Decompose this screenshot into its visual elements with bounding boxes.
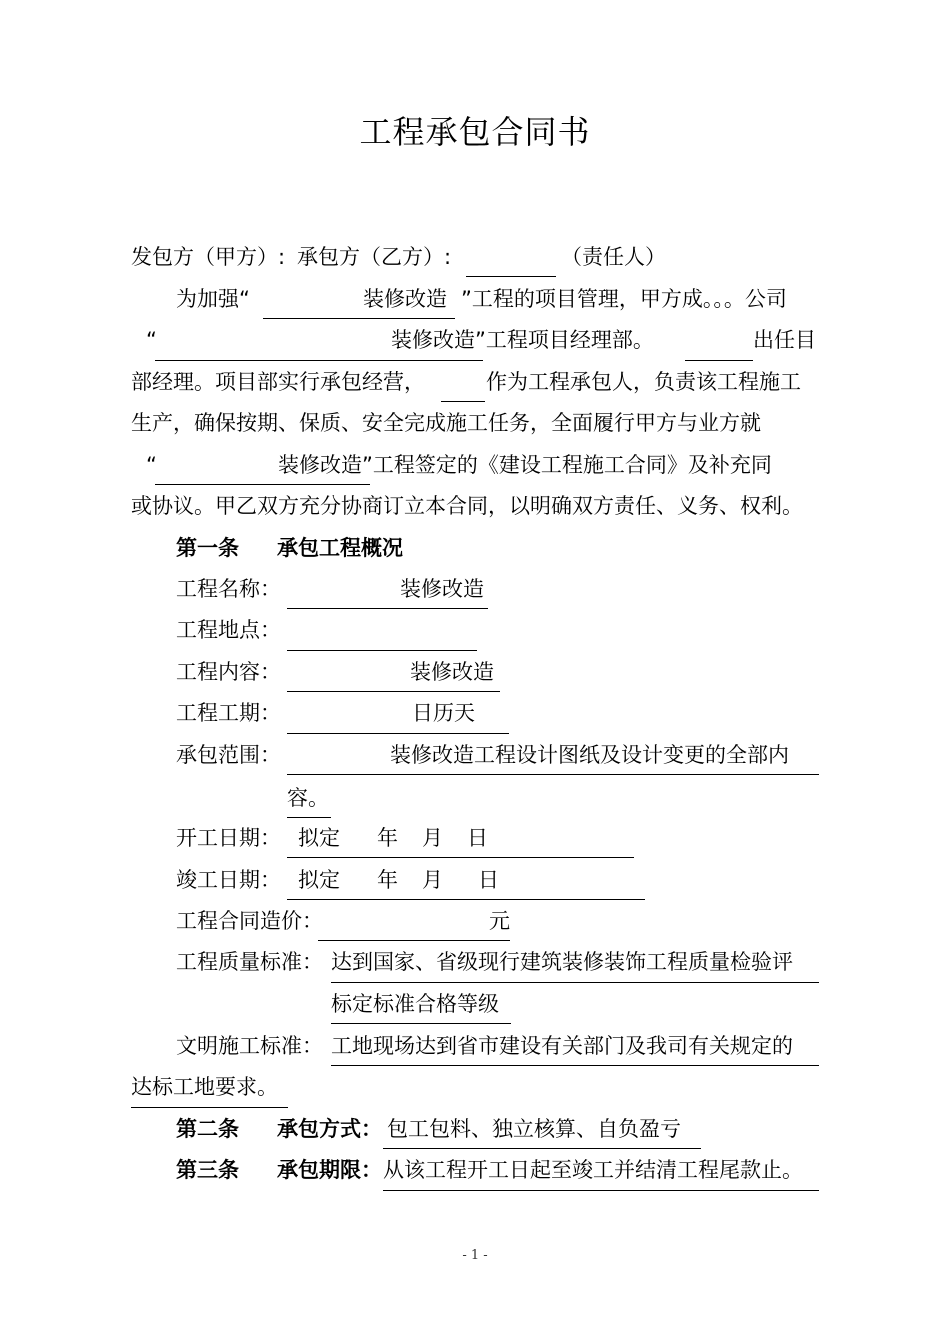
intro-underline (155, 360, 483, 361)
article3-title: 承包期限： (277, 1158, 382, 1182)
intro-text: 作为工程承包人，负责该工程施工 (486, 370, 801, 394)
article2-underline (383, 1148, 701, 1149)
intro-blank-value: 装修改造 (363, 287, 447, 311)
end-date-label: 竣工日期： (176, 868, 281, 892)
start-date-value: 拟定 (298, 826, 340, 850)
scope-underline (287, 817, 331, 818)
scope-underline (287, 774, 819, 775)
article1-number: 第一条 (176, 536, 239, 560)
scope-value: 容。 (287, 786, 329, 810)
intro-underline (685, 360, 753, 361)
article3-underline (383, 1190, 819, 1191)
civil-standard-underline (331, 1065, 819, 1066)
quality-standard-underline (331, 1023, 511, 1024)
article1-title: 承包工程概况 (277, 536, 403, 560)
contract-price-underline (318, 940, 510, 941)
scope-value: 装修改造工程设计图纸及设计变更的全部内 (390, 743, 789, 767)
civil-standard-label: 文明施工标准： (176, 1034, 323, 1058)
project-name-underline (287, 608, 488, 609)
scope-label: 承包范围： (176, 743, 281, 767)
article2-title: 承包方式： (277, 1117, 382, 1141)
project-duration-underline (287, 733, 509, 734)
article2-value: 包工包料、独立核算、自负盈亏 (387, 1117, 681, 1141)
project-name-label: 工程名称： (176, 577, 281, 601)
start-date-month: 月 (422, 826, 443, 850)
article3-number: 第三条 (176, 1158, 239, 1182)
project-duration-value: 日历天 (412, 701, 475, 725)
page-number: - 1 - (462, 1248, 488, 1263)
intro-text: 部经理。项目部实行承包经营， (131, 370, 425, 394)
intro-text: “ (146, 453, 157, 477)
start-date-year: 年 (377, 826, 398, 850)
start-date-label: 开工日期： (176, 826, 281, 850)
end-date-day: 日 (478, 868, 499, 892)
end-date-year: 年 (377, 868, 398, 892)
start-date-day: 日 (467, 826, 488, 850)
intro-underline (155, 484, 370, 485)
quality-standard-label: 工程质量标准： (176, 950, 323, 974)
contract-price-label: 工程合同造价： (176, 909, 323, 933)
end-date-underline (287, 899, 645, 900)
article2-number: 第二条 (176, 1117, 239, 1141)
intro-underline (263, 318, 455, 319)
project-content-label: 工程内容： (176, 660, 281, 684)
project-name-value: 装修改造 (400, 577, 484, 601)
project-content-underline (287, 691, 500, 692)
responsible-label: （责任人） (561, 245, 666, 269)
article3-value: 从该工程开工日起至竣工并结清工程尾款止。 (383, 1158, 803, 1182)
document-title: 工程承包合同书 (359, 113, 591, 151)
project-location-underline (287, 650, 477, 651)
intro-underline (441, 401, 485, 402)
civil-standard-underline (131, 1107, 288, 1108)
end-date-value: 拟定 (298, 868, 340, 892)
party-a-label: 发包方（甲方）: (131, 245, 286, 269)
intro-text: 为加强“ (176, 287, 250, 311)
civil-standard-value: 工地现场达到省市建设有关部门及我司有关规定的 (331, 1034, 793, 1058)
project-content-value: 装修改造 (410, 660, 494, 684)
intro-text: 或协议。甲乙双方充分协商订立本合同，以明确双方责任、义务、权利。 (131, 494, 803, 518)
quality-standard-value: 标定标准合格等级 (331, 992, 499, 1016)
quality-standard-value: 达到国家、省级现行建筑装修装饰工程质量检验评 (331, 950, 793, 974)
party-b-label: 承包方（乙方）: (297, 245, 452, 269)
project-location-label: 工程地点： (176, 618, 281, 642)
quality-standard-underline (331, 982, 819, 983)
intro-text: 装修改造”工程签定的《建设工程施工合同》及补充同 (278, 453, 772, 477)
civil-standard-value: 达标工地要求。 (131, 1075, 278, 1099)
intro-text: 生产，确保按期、保质、安全完成施工任务，全面履行甲方与业方就 (131, 411, 761, 435)
intro-text: 装修改造”工程项目经理部。 (391, 328, 654, 352)
intro-text: “ (146, 328, 157, 352)
responsible-blank (466, 276, 556, 277)
start-date-underline (287, 857, 634, 858)
intro-text: ”工程的项目管理，甲方成。。。公司 (461, 287, 787, 311)
contract-price-unit: 元 (489, 909, 510, 933)
intro-text: 出任目 (753, 328, 816, 352)
end-date-month: 月 (422, 868, 443, 892)
project-duration-label: 工程工期： (176, 701, 281, 725)
